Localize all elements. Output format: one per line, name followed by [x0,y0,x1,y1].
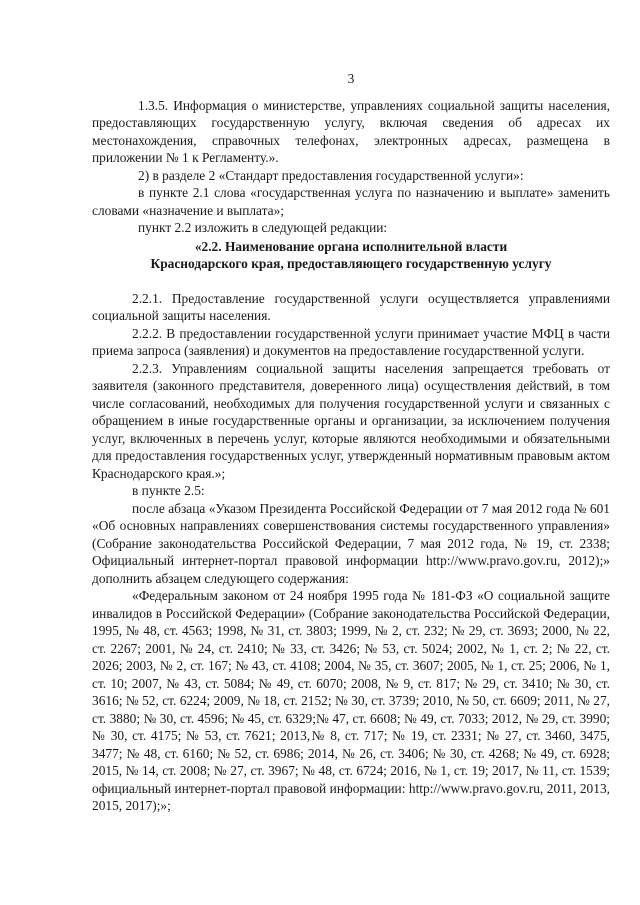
spacer [92,273,610,290]
section-heading [92,238,610,273]
section-heading-line-2: Краснодарского края, предоставляющего государственную услугу [150,256,552,271]
paragraph-2-2-1: 2.2.1. Предоставление государственной услуги осуществляется управлениями социальной защиты населения. [92,290,610,323]
paragraph-2-2-2: 2.2.2. В предоставлении государственной услуги принимает участие МФЦ в части приема запроса (заявления) и документов на предоставление государственной услуги. [92,325,610,358]
paragraph-after-decree: после абзаца «Указом Президента Российской Федерации от 7 мая 2012 года № 601 «Об основных направлениях совершенствования системы государственного управления» (Собрание законодательства Российской Федерации, 7 мая 2012 года, № 19, ст. 2338; Официальный интернет-портал правовой информации http://www.pravo.gov.ru, 2012);» дополнить абзацем следующего содержания: [92,500,610,586]
paragraph-1-3-5: 1.3.5. Информация о министерстве, управлениях социальной защиты населения, предоставляющих государственную услугу, включая сведения об адресах их местонахождения, справочных телефонах, электронных адресах, размещена в приложении № 1 к Регламенту.». [92,97,610,165]
paragraph-clause-2-2-intro: пункт 2.2 изложить в следующей редакции: [138,220,388,235]
page-number: 3 [347,71,355,86]
paragraph-section-2: 2) в разделе 2 «Стандарт предоставления государственной услуги»: [138,167,524,183]
paragraph-federal-law: «Федеральным законом от 24 ноября 1995 года № 181-ФЗ «О социальной защите инвалидов в Российской Федерации» (Собрание законодательства Российской Федерации, 1995, № 48, ст. 4563; 1998, № 31, ст. 3803; 1999, № 2, ст. 232; № 29, ст. 3693; 2000, № 22, ст. 2267; 2001, № 24, ст. 2410; № 33, ст. 3426; № 53, ст. 5024; 2002, № 1, ст. 2; № 22, ст. 2026; 2003, № 2, ст. 167; № 43, ст. 4108; 2004, № 35, ст. 3607; 2005, № 1, ст. 25; 2006, № 1, ст. 10; 2007, № 43, ст. 5084; № 49, ст. 6070; 2008, № 9, ст. 817; № 29, ст. 3410; № 30, ст. 3616; № 52, ст. 6224; 2009, № 18, ст. 2152; № 30, ст. 3739; 2010, № 50, ст. 6609; 2011, № 27, ст. 3880; № 30, ст. 4596; № 45, ст. 6329;№ 47, ст. 6608; № 49, ст. 7033; 2012, № 29, ст. 3990; № 30, ст. 4175; № 53, ст. 7621; 2013,№ 8, ст. 717; № 19, ст. 2331; № 27, ст. 3460, 3475, 3477; № 48, ст. 6160; № 52, ст. 6986; 2014, № 26, ст. 3406; № 30, ст. 4268; № 49, ст. 6928; 2015, № 14, ст. 2008; № 27, ст. 3967; № 48, ст. 6724; 2016, № 1, ст. 19; 2017, № 11, ст. 1539; официальный интернет-портал правовой информации: http://www.pravo.gov.ru, 2011, 2013, 2015, 2017);»; [92,588,610,813]
paragraph-clause-2-1: в пункте 2.1 слова «государственная услуга по назначению и выплате» заменить словами «назначение и выплата»; [92,185,610,218]
section-heading-line-1: «2.2. Наименование органа исполнительной власти [194,238,508,254]
paragraph-clause-2-5: в пункте 2.5: [132,483,205,498]
document-page [92,70,610,815]
paragraph-2-2-3: 2.2.3. Управлениям социальной защиты населения запрещается требовать от заявителя (законного представителя, доверенного лица) осуществления действий, в том числе согласований, необходимых для получения государственной услуги и связанных с обращением в иные государственные органы и организации, за исключением получения услуг, включенных в перечень услуг, которые являются необходимыми и обязательными для предоставления государственных услуг, утвержденный нормативным правовым актом Краснодарского края.»; [92,360,610,481]
